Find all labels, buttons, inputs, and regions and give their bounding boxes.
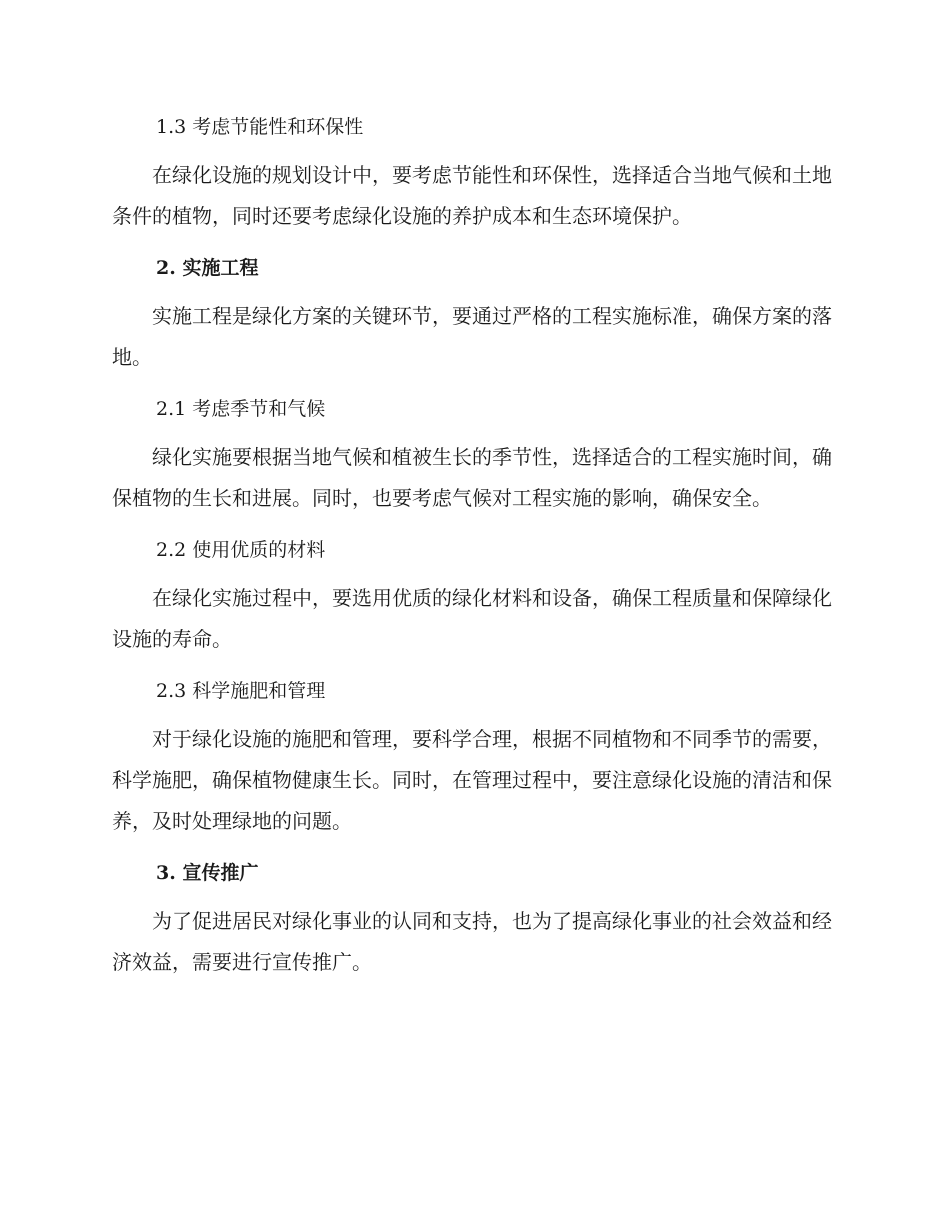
- heading-2-2: 2.2 使用优质的材料: [156, 539, 326, 561]
- heading-2: 2. 实施工程: [156, 257, 259, 279]
- heading-3: 3. 宣传推广: [156, 862, 259, 884]
- document-content: [112, 108, 832, 983]
- paragraph-1-3: 在绿化设施的规划设计中，要考虑节能性和环保性，选择适合当地气候和土地条件的植物，同时还要考虑绿化设施的养护成本和生态环境保护。: [112, 163, 832, 228]
- heading-1-3: 1.3 考虑节能性和环保性: [156, 116, 364, 138]
- paragraph-3: 为了促进居民对绿化事业的认同和支持，也为了提高绿化事业的社会效益和经济效益，需要进行宣传推广。: [112, 909, 832, 974]
- paragraph-2-3: 对于绿化设施的施肥和管理，要科学合理，根据不同植物和不同季节的需要，科学施肥，确保植物健康生长。同时，在管理过程中，要注意绿化设施的清洁和保养，及时处理绿地的问题。: [112, 727, 832, 833]
- paragraph-2-1: 绿化实施要根据当地气候和植被生长的季节性，选择适合的工程实施时间，确保植物的生长和进展。同时，也要考虑气候对工程实施的影响，确保安全。: [112, 445, 832, 510]
- paragraph-2-2: 在绿化实施过程中，要选用优质的绿化材料和设备，确保工程质量和保障绿化设施的寿命。: [112, 586, 832, 651]
- heading-2-3: 2.3 科学施肥和管理: [156, 680, 326, 702]
- paragraph-2: 实施工程是绿化方案的关键环节，要通过严格的工程实施标准，确保方案的落地。: [112, 304, 832, 369]
- heading-2-1: 2.1 考虑季节和气候: [156, 398, 326, 420]
